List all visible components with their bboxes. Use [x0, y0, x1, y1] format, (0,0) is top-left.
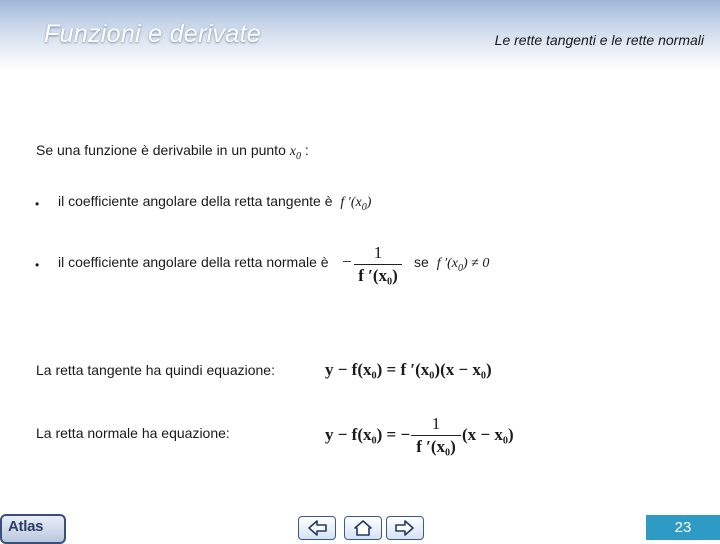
- page-number: 23: [674, 519, 692, 536]
- intro-variable: x: [289, 144, 296, 159]
- home-icon: [345, 517, 381, 539]
- bullet-2-text: il coefficiente angolare della retta normale è: [58, 254, 329, 270]
- home-button[interactable]: [344, 516, 382, 540]
- atlas-logo-text: Atlas: [8, 518, 44, 535]
- bullet-1-marker: •: [35, 197, 40, 211]
- tangent-label: La retta tangente ha quindi equazione:: [36, 362, 275, 378]
- bullet-2-fraction-denominator: f ′(x₀): [358, 266, 398, 285]
- intro-colon: :: [300, 142, 309, 158]
- normal-equation-left: y − f(x₀) = −: [325, 425, 411, 444]
- bullet-2-minus: −: [342, 252, 352, 271]
- intro-subscript: 0: [295, 150, 301, 162]
- normal-label: La retta normale ha equazione:: [36, 425, 230, 441]
- intro-line: [36, 142, 309, 162]
- bullet-2-condition-sub: 0: [458, 262, 464, 274]
- normal-fraction-denominator: f ′(x₀): [416, 437, 456, 456]
- bullet-1-text: il coefficiente angolare della retta tangente è: [58, 193, 333, 209]
- page-number-badge: [646, 515, 720, 540]
- normal-fraction-numerator: 1: [431, 414, 441, 433]
- bullet-2-condition-math: [436, 256, 490, 274]
- bullet-2-condition-se: se: [414, 254, 429, 270]
- bullet-2-condition-f: f ′(x: [436, 256, 459, 271]
- bullet-1-derivative: [340, 195, 372, 213]
- bullet-1-derivative-f: f ′(x: [340, 195, 362, 210]
- slide-header: [0, 0, 720, 72]
- bullet-2-condition-rest: ) ≠ 0: [463, 256, 490, 271]
- next-button[interactable]: [386, 516, 424, 540]
- normal-equation-right: (x − x₀): [462, 425, 514, 444]
- bullet-1-derivative-sub: 0: [361, 201, 367, 213]
- bullet-1-derivative-close: ): [366, 195, 372, 210]
- bullet-2-fraction: [354, 243, 402, 286]
- bullet-2-marker: •: [35, 258, 40, 272]
- bullet-2-condition: [414, 254, 489, 274]
- slide-title: Funzioni e derivate: [44, 20, 261, 48]
- prev-button[interactable]: [298, 516, 336, 540]
- bullet-1: [58, 193, 371, 213]
- arrow-left-icon: [299, 517, 335, 539]
- bullet-2-fraction-numerator: 1: [373, 243, 383, 262]
- arrow-right-icon: [387, 517, 423, 539]
- slide-subtitle: Le rette tangenti e le rette normali: [494, 32, 704, 48]
- tangent-equation: y − f(x₀) = f ′(x₀)(x − x₀): [325, 360, 492, 379]
- fraction-bar: [411, 435, 461, 436]
- normal-equation-fraction: [411, 414, 461, 457]
- fraction-bar: [354, 264, 402, 265]
- intro-text: Se una funzione è derivabile in un punto: [36, 142, 290, 158]
